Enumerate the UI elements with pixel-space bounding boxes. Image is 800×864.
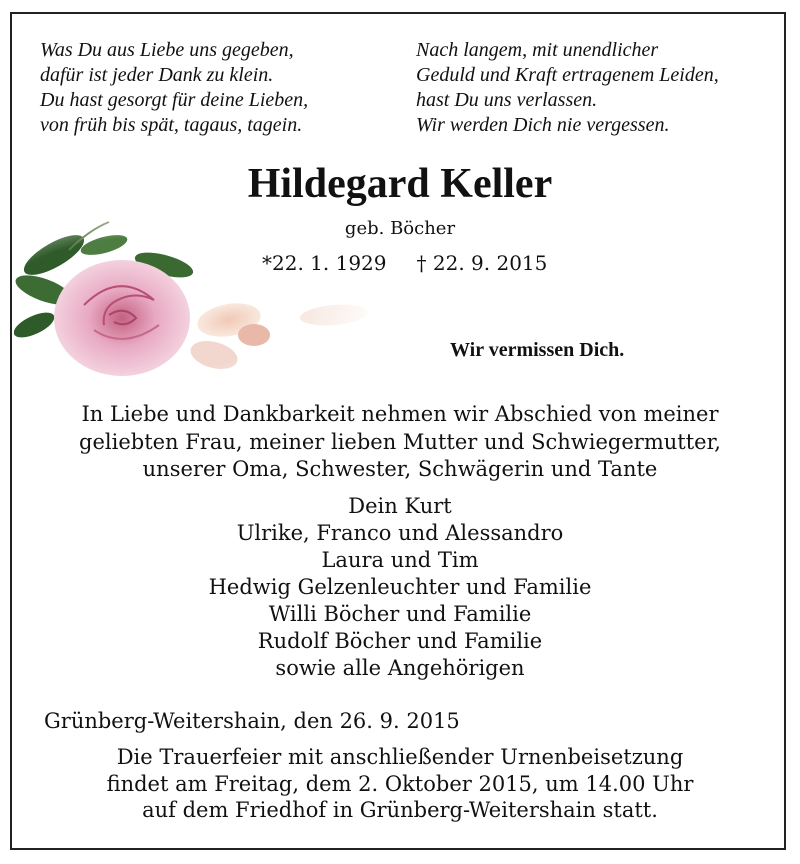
text-line: unserer Oma, Schwester, Schwägerin und Tante (142, 457, 658, 481)
mourner: Laura und Tim (321, 548, 479, 572)
mourner: Rudolf Böcher und Familie (257, 629, 543, 653)
poem-line: dafür ist jeder Dank zu klein. (40, 64, 274, 86)
motto: Wir vermissen Dich. (450, 339, 625, 361)
mourner: Dein Kurt (348, 494, 452, 518)
text-line: In Liebe und Dankbarkeit nehmen wir Abschied von meiner (81, 402, 719, 426)
place-date: Grünberg-Weitershain, den 26. 9. 2015 (44, 709, 460, 733)
poem-line: Was Du aus Liebe uns gegeben, (40, 39, 294, 61)
poem-line: Geduld und Kraft ertragenem Leiden, (416, 64, 719, 86)
mourner: Ulrike, Franco und Alessandro (236, 521, 564, 545)
death-date: † 22. 9. 2015 (416, 251, 548, 275)
poem-line: Wir werden Dich nie vergessen. (416, 114, 670, 136)
poem-right (416, 38, 719, 138)
poem-left (40, 38, 308, 138)
poem-line: Du hast gesorgt für deine Lieben, (40, 89, 309, 111)
ceremony-info (0, 744, 800, 824)
poem-line: Nach langem, mit unendlicher (416, 39, 659, 61)
mourner: Willi Böcher und Familie (268, 602, 532, 626)
life-dates (262, 251, 547, 275)
text-line: Die Trauerfeier mit anschließender Urnenbeisetzung (116, 745, 684, 769)
birth-name: geb. Böcher (344, 218, 456, 239)
mourner: Hedwig Gelzenleuchter und Familie (208, 575, 592, 599)
poem-line: von früh bis spät, tagaus, tagein. (40, 114, 303, 136)
poem-line: hast Du uns verlassen. (416, 89, 598, 111)
birth-date: *22. 1. 1929 (262, 251, 387, 275)
mourner: sowie alle Angehörigen (275, 656, 525, 680)
text-line: findet am Freitag, dem 2. Oktober 2015, um 14.00 Uhr (106, 771, 694, 796)
farewell-text (0, 401, 800, 484)
mourners-list (0, 493, 800, 682)
deceased-name: Hildegard Keller (247, 161, 553, 207)
text-line: auf dem Friedhof in Grünberg-Weitershain statt. (142, 798, 658, 822)
text-line: geliebten Frau, meiner lieben Mutter und Schwiegermutter, (79, 429, 721, 454)
